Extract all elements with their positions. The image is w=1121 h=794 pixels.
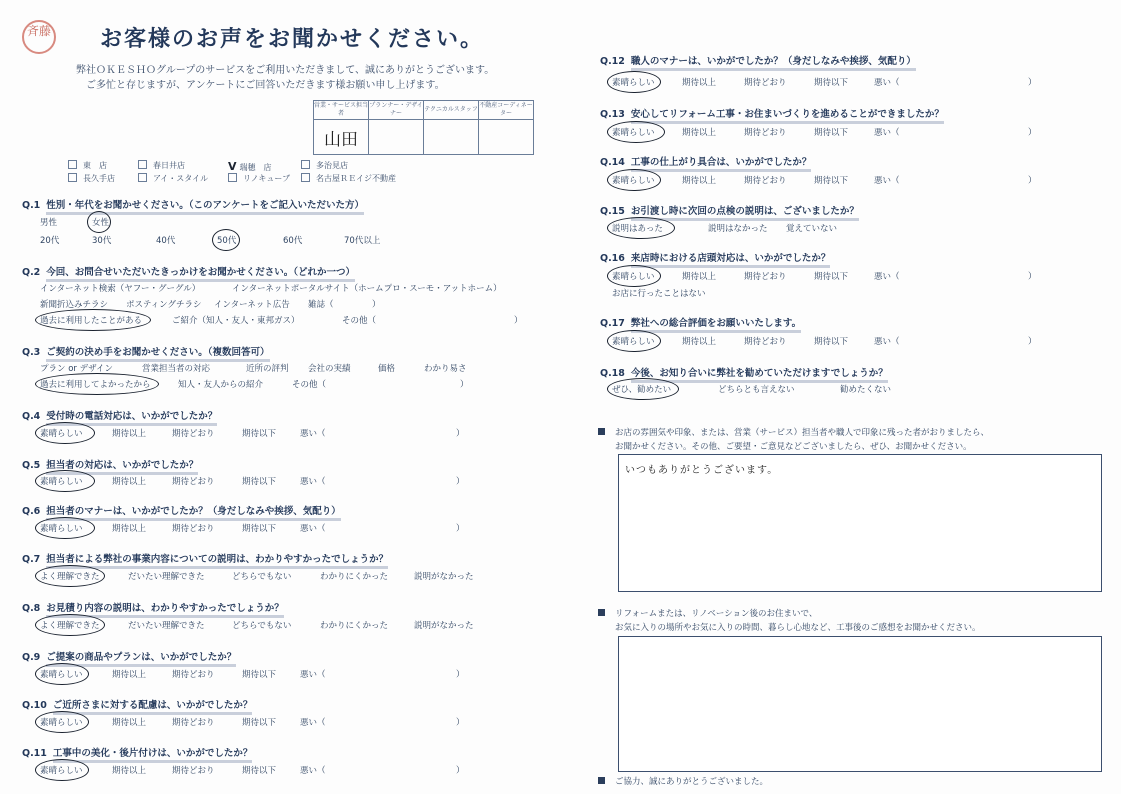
selected-answer-circle: [35, 373, 159, 395]
check-mark: V: [228, 160, 237, 173]
answer-option[interactable]: 期待どおり: [172, 477, 215, 487]
question-text: 担当者による弊社の事業内容についての説明は、わかりやすかったでしょうか？: [46, 554, 388, 569]
answer-option[interactable]: 男性: [40, 218, 58, 228]
question-text: お引渡し時に次回の点検の説明は、ございましたか？: [631, 206, 859, 221]
answer-option[interactable]: 期待以下: [242, 524, 277, 534]
store-option[interactable]: 春日井店: [138, 160, 185, 171]
question-text: 職人のマナーは、いかがでしたか？（身だしなみや挨拶、気配り）: [631, 56, 916, 71]
checkbox-icon: [68, 160, 77, 169]
store-option[interactable]: 東 店: [68, 160, 107, 171]
question-5-title: [22, 457, 198, 471]
question-17-title: [600, 315, 801, 329]
answer-option[interactable]: 期待以上: [682, 176, 717, 186]
answer-option[interactable]: だいたい理解できた: [128, 572, 205, 582]
answer-option[interactable]: よく理解できた: [40, 621, 100, 631]
answer-option[interactable]: 期待以下: [242, 718, 277, 728]
free-comment-2-box[interactable]: [618, 636, 1102, 772]
answer-option[interactable]: 素晴らしい: [40, 718, 83, 728]
answer-option[interactable]: 素晴らしい: [40, 766, 83, 776]
question-number: Q.7: [22, 554, 41, 565]
answer-option[interactable]: 雑誌（: [308, 300, 334, 310]
answer-option[interactable]: 悪い（: [874, 78, 900, 88]
question-text: 今後、お知り合いに弊社を勧めていただけますでしょうか？: [631, 368, 888, 383]
answer-option[interactable]: わかり易さ: [424, 364, 467, 374]
staff-header-realestate: 不動産コーディネーター: [479, 101, 534, 120]
answer-option[interactable]: 素晴らしい: [40, 670, 83, 680]
answer-option[interactable]: 70代以上: [344, 236, 381, 246]
answer-option[interactable]: 期待以下: [242, 429, 277, 439]
question-number: Q.4: [22, 411, 41, 422]
selected-answer-circle: [212, 229, 240, 251]
answer-option[interactable]: どちらとも言えない: [718, 385, 795, 395]
selected-answer-circle: [607, 265, 661, 287]
answer-option[interactable]: 期待どおり: [172, 766, 215, 776]
answer-option[interactable]: 期待以上: [112, 766, 147, 776]
answer-option[interactable]: ポスティングチラシ: [126, 300, 202, 310]
answer-option[interactable]: 素晴らしい: [40, 477, 83, 487]
question-11-title: [22, 745, 252, 759]
answer-option[interactable]: 過去に利用したことがある: [40, 316, 143, 326]
answer-option[interactable]: 悪い（: [874, 128, 900, 138]
answer-option[interactable]: 期待どおり: [744, 128, 787, 138]
selected-answer-circle: [35, 663, 89, 685]
question-16-title: [600, 250, 830, 264]
question-number: Q.13: [600, 109, 625, 120]
checkbox-icon: [301, 173, 310, 182]
answer-option[interactable]: お店に行ったことはない: [612, 289, 706, 299]
selected-answer-circle: [35, 309, 151, 331]
answer-option[interactable]: 期待どおり: [744, 272, 787, 282]
answer-option[interactable]: 悪い（: [300, 766, 326, 776]
answer-option[interactable]: 60代: [283, 236, 303, 246]
question-text: 担当者のマナーは、いかがでしたか？（身だしなみや挨拶、気配り）: [46, 506, 341, 521]
question-text: 担当者の対応は、いかがでしたか？: [46, 460, 198, 475]
intro-line-1: 弊社ＯＫＥＳＨＯグループのサービスをご利用いただきまして、誠にありがとうございます。: [76, 65, 495, 76]
question-number: Q.5: [22, 460, 41, 471]
answer-option[interactable]: 期待どおり: [744, 337, 787, 347]
question-number: Q.11: [22, 748, 47, 759]
answer-option[interactable]: 期待以上: [682, 272, 717, 282]
answer-option[interactable]: 40代: [156, 236, 176, 246]
answer-option[interactable]: 素晴らしい: [612, 337, 655, 347]
answer-option[interactable]: 覚えていない: [786, 224, 838, 234]
free-comment-2-line2: お気に入りの場所やお気に入りの時間、暮らし心地など、工事後のご感想をお聞かせください。: [615, 623, 981, 633]
option-paren-close: ）: [456, 718, 465, 728]
answer-option[interactable]: 期待以上: [682, 337, 717, 347]
question-number: Q.15: [600, 206, 625, 217]
selected-answer-circle: [607, 71, 661, 93]
answer-option[interactable]: 悪い（: [300, 429, 326, 439]
answer-option[interactable]: 期待以上: [112, 477, 147, 487]
question-number: Q.1: [22, 200, 41, 211]
checkbox-icon: [228, 173, 237, 182]
staff-value-realestate[interactable]: [479, 120, 534, 155]
answer-option[interactable]: 素晴らしい: [40, 524, 83, 534]
option-paren-close: ）: [1028, 337, 1037, 347]
answer-option[interactable]: 期待以下: [814, 78, 849, 88]
answer-option[interactable]: 期待どおり: [744, 78, 787, 88]
answer-option[interactable]: 悪い（: [300, 477, 326, 487]
checkbox-icon: [138, 173, 147, 182]
question-text: ご近所さまに対する配慮は、いかがでしたか？: [53, 700, 253, 715]
answer-option[interactable]: ご紹介（知人・友人・東邦ガス）: [172, 316, 300, 326]
selected-answer-circle: [35, 614, 105, 636]
intro-line-2: ご多忙と存じますが、アンケートにご回答いただきます様お願い申し上げます。: [86, 80, 445, 91]
answer-option[interactable]: その他（: [342, 316, 377, 326]
seal-text: 斉藤: [26, 24, 51, 38]
footer-thanks: [598, 775, 768, 789]
question-number: Q.17: [600, 318, 625, 329]
answer-option[interactable]: インターネット広告: [214, 300, 290, 310]
question-number: Q.9: [22, 652, 41, 663]
answer-option[interactable]: どちらでもない: [232, 572, 292, 582]
staff-value-planner[interactable]: [369, 120, 424, 155]
answer-option[interactable]: 説明はなかった: [708, 224, 768, 234]
answer-option[interactable]: 説明はあった: [612, 224, 663, 234]
staff-table: [313, 100, 534, 155]
selected-answer-circle: [607, 378, 679, 400]
question-number: Q.3: [22, 347, 41, 358]
question-text: ご契約の決め手をお聞かせください。（複数回答可）: [46, 347, 269, 362]
question-number: Q.10: [22, 700, 47, 711]
answer-option[interactable]: 期待以下: [814, 128, 849, 138]
answer-option[interactable]: 期待どおり: [172, 524, 215, 534]
free-comment-1-box[interactable]: [618, 454, 1102, 592]
square-bullet-icon: [598, 609, 605, 616]
free-comment-2-prompt: [598, 607, 981, 635]
selected-answer-circle: [35, 759, 89, 781]
checkbox-icon: [301, 160, 310, 169]
answer-option[interactable]: 素晴らしい: [612, 128, 655, 138]
option-paren-close: ）: [456, 670, 465, 680]
free-comment-1-line1: お店の雰囲気や印象、または、営業（サービス）担当者や職人で印象に残った者がおりましたら、: [615, 428, 990, 438]
answer-option[interactable]: 期待以上: [112, 718, 147, 728]
answer-option[interactable]: 悪い（: [874, 176, 900, 186]
answer-option[interactable]: 期待以上: [112, 429, 147, 439]
answer-option[interactable]: 新聞折込みチラシ: [40, 300, 109, 310]
answer-option[interactable]: インターネット検索（ヤフー・グーグル）: [40, 284, 201, 294]
selected-answer-circle: [35, 422, 95, 444]
option-paren-close: ）: [456, 477, 465, 487]
checkbox-icon: [138, 160, 147, 169]
selected-answer-circle: [87, 211, 111, 233]
question-text: 工事中の美化・後片付けは、いかがでしたか？: [53, 748, 253, 763]
question-text: 安心してリフォーム工事・お住まいづくりを進めることができましたか？: [631, 109, 944, 124]
selected-answer-circle: [35, 711, 89, 733]
answer-option[interactable]: 悪い（: [300, 718, 326, 728]
question-number: Q.2: [22, 267, 41, 278]
answer-option[interactable]: 素晴らしい: [612, 176, 655, 186]
question-text: ご提案の商品やプランは、いかがでしたか？: [46, 652, 236, 667]
answer-option[interactable]: だいたい理解できた: [128, 621, 205, 631]
question-9-title: [22, 649, 236, 663]
answer-option[interactable]: 悪い（: [300, 670, 326, 680]
question-text: 弊社への総合評価をお願いいたします。: [631, 318, 801, 333]
question-text: お見積り内容の説明は、わかりやすかったでしょうか？: [46, 603, 284, 618]
staff-header-planner: プランナー・デザイナー: [369, 101, 424, 120]
question-text: 今回、お問合せいただいたきっかけをお聞かせください。（どれか一つ）: [46, 267, 355, 282]
page-title: お客様のお声をお聞かせください。: [100, 27, 485, 52]
answer-option[interactable]: その他（: [292, 380, 327, 390]
answer-option[interactable]: 素晴らしい: [40, 429, 83, 439]
question-6-title: [22, 503, 341, 517]
option-paren-close: ）: [460, 380, 469, 390]
answer-option[interactable]: 近所の評判: [246, 364, 289, 374]
answer-option[interactable]: 知人・友人からの紹介: [178, 380, 264, 390]
answer-option[interactable]: 悪い（: [874, 337, 900, 347]
answer-option[interactable]: 過去に利用してよかったから: [40, 380, 151, 390]
answer-option[interactable]: ぜひ、勧めたい: [612, 385, 672, 395]
answer-option[interactable]: 期待どおり: [172, 718, 215, 728]
answer-option[interactable]: 女性: [92, 218, 110, 228]
question-8-title: [22, 600, 284, 614]
staff-value-technical[interactable]: [424, 120, 479, 155]
answer-option[interactable]: よく理解できた: [40, 572, 100, 582]
question-number: Q.6: [22, 506, 41, 517]
free-comment-1-line2: お聞かせください。その他、ご要望・ご意見などございましたら、ぜひ、お聞かせください。: [615, 442, 972, 452]
selected-answer-circle: [35, 517, 95, 539]
answer-option[interactable]: 20代: [40, 236, 60, 246]
answer-option[interactable]: わかりにくかった: [320, 621, 389, 631]
answer-option[interactable]: 30代: [92, 236, 112, 246]
free-comment-1-prompt: [598, 426, 989, 454]
free-comment-1-answer: いつもありがとうございます。: [625, 465, 779, 476]
question-15-title: [600, 203, 859, 217]
answer-option[interactable]: 期待どおり: [744, 176, 787, 186]
question-13-title: [600, 106, 944, 120]
answer-option[interactable]: 素晴らしい: [612, 78, 655, 88]
staff-value-sales[interactable]: 山田: [314, 120, 369, 155]
store-option[interactable]: 長久手店: [68, 173, 115, 184]
answer-option[interactable]: 50代: [217, 236, 237, 246]
seal-stamp: [22, 20, 56, 54]
answer-option[interactable]: 説明がなかった: [414, 572, 474, 582]
selected-answer-circle: [607, 330, 661, 352]
checkbox-icon: [68, 173, 77, 182]
answer-option[interactable]: 期待以下: [242, 670, 277, 680]
selected-answer-circle: [607, 121, 665, 143]
option-paren-close: ）: [1028, 272, 1037, 282]
answer-option[interactable]: 期待どおり: [172, 429, 215, 439]
answer-option[interactable]: 期待どおり: [172, 670, 215, 680]
staff-header-sales: 営業・サービス担当者: [314, 101, 369, 120]
question-number: Q.18: [600, 368, 625, 379]
square-bullet-icon: [598, 777, 605, 784]
store-option[interactable]: リノキューブ: [228, 173, 290, 184]
answer-option[interactable]: 期待以下: [242, 477, 277, 487]
answer-option[interactable]: わかりにくかった: [320, 572, 389, 582]
option-paren-close: ）: [456, 766, 465, 776]
square-bullet-icon: [598, 428, 605, 435]
option-paren-close: ）: [1028, 128, 1037, 138]
question-4-title: [22, 408, 217, 422]
store-option[interactable]: V 瑞穂 店: [228, 160, 272, 173]
option-paren-close: ）: [456, 524, 465, 534]
question-14-title: [600, 154, 811, 168]
answer-option[interactable]: 営業担当者の対応: [142, 364, 211, 374]
answer-option[interactable]: 素晴らしい: [612, 272, 655, 282]
question-number: Q.12: [600, 56, 625, 67]
option-paren-close: ）: [1028, 176, 1037, 186]
answer-option[interactable]: 悪い（: [300, 524, 326, 534]
answer-option[interactable]: 価格: [378, 364, 396, 374]
selected-answer-circle: [607, 217, 675, 239]
question-text: 受付時の電話対応は、いかがでしたか？: [46, 411, 217, 426]
answer-option[interactable]: 勧めたくない: [840, 385, 892, 395]
selected-answer-circle: [35, 470, 95, 492]
question-number: Q.8: [22, 603, 41, 614]
answer-option[interactable]: 期待以上: [682, 128, 717, 138]
question-number: Q.16: [600, 253, 625, 264]
question-2-title: [22, 264, 355, 278]
option-paren-close: ）: [456, 429, 465, 439]
answer-option[interactable]: インターネットポータルサイト（ホームプロ・スーモ・アットホーム）: [232, 284, 502, 294]
answer-option[interactable]: 悪い（: [874, 272, 900, 282]
answer-option[interactable]: 会社の実績: [308, 364, 351, 374]
footer-thanks-text: ご協力、誠にありがとうございました。: [615, 777, 769, 787]
answer-option[interactable]: 期待以下: [814, 176, 849, 186]
answer-option[interactable]: プラン or デザイン: [40, 364, 114, 374]
question-text: 工事の仕上がり具合は、いかがでしたか？: [631, 157, 812, 172]
answer-option[interactable]: 説明がなかった: [414, 621, 474, 631]
question-number: Q.14: [600, 157, 625, 168]
question-text: 来店時における店頭対応は、いかがでしたか？: [631, 253, 831, 268]
selected-answer-circle: [35, 565, 105, 587]
question-7-title: [22, 551, 388, 565]
question-18-title: [600, 365, 888, 379]
question-text: 性別・年代をお聞かせください。（このアンケートをご記入いただいた方）: [46, 200, 364, 215]
option-paren-close: ）: [1028, 78, 1037, 88]
free-comment-2-line1: リフォームまたは、リノベーション後のお住まいで、: [615, 609, 818, 619]
answer-option[interactable]: 期待以下: [242, 766, 277, 776]
staff-header-technical: テクニカルスタッフ: [424, 101, 479, 120]
option-paren-close: ）: [514, 316, 523, 326]
option-paren-close: ）: [372, 300, 381, 310]
question-12-title: [600, 53, 916, 67]
store-option[interactable]: 名古屋ＲＥイジ不動産: [301, 173, 396, 184]
selected-answer-circle: [607, 169, 661, 191]
answer-option[interactable]: 期待以下: [814, 337, 849, 347]
answer-option[interactable]: 期待以上: [112, 670, 147, 680]
answer-option[interactable]: どちらでもない: [232, 621, 292, 631]
store-option[interactable]: 多治見店: [301, 160, 348, 171]
answer-option[interactable]: 期待以下: [814, 272, 849, 282]
question-3-title: [22, 344, 270, 358]
question-1-title: [22, 197, 364, 211]
store-option[interactable]: アイ・スタイル: [138, 173, 208, 184]
answer-option[interactable]: 期待以上: [682, 78, 717, 88]
question-10-title: [22, 697, 252, 711]
answer-option[interactable]: 期待以上: [112, 524, 147, 534]
